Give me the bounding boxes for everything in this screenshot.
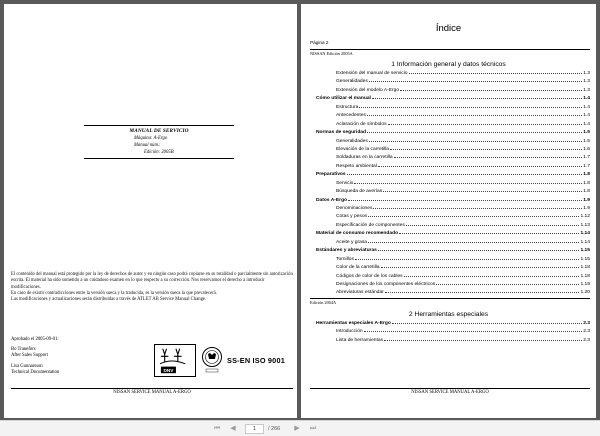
toc-entry-page: 1.15: [580, 248, 590, 254]
toc-entry[interactable]: [316, 230, 590, 238]
section-heading: 1 Información general y datos técnicos: [391, 61, 506, 68]
toc-entry[interactable]: [316, 146, 590, 154]
toc-entry-page: 1.8: [583, 189, 590, 195]
toc-entry-label: Datos A-Ergo: [316, 197, 348, 203]
toc-entry-page: 2.3: [583, 329, 590, 335]
signer-name: Bo Tranefors: [11, 347, 36, 353]
toc-entry[interactable]: [316, 205, 590, 213]
toc-leader-dots: [381, 267, 580, 268]
toc-entry-page: 1.8: [583, 172, 590, 178]
toc-leader-dots: [385, 292, 580, 293]
toc-leader-dots: [388, 124, 583, 125]
toc-entry[interactable]: [316, 121, 590, 129]
table-of-contents-section-1: [316, 70, 590, 298]
page-label: Página 2: [310, 40, 329, 45]
toc-leader-dots: [392, 323, 582, 324]
edition-label: NISSAN Edición 2005A: [310, 49, 590, 56]
previous-page-icon[interactable]: ◀: [230, 425, 236, 432]
toc-entry-page: 1.14: [580, 239, 590, 245]
toc-entry[interactable]: [316, 188, 590, 196]
section-heading: 2 Herramientas especiales: [408, 311, 489, 318]
toc-entry-page: 1.7: [583, 163, 590, 169]
toc-entry-page: 1.3: [583, 79, 590, 85]
manual-title-block: [84, 125, 234, 159]
toc-leader-dots: [368, 216, 579, 217]
toc-entry[interactable]: [316, 222, 590, 230]
toc-leader-dots: [369, 141, 582, 142]
toc-entry-label: Respeto ambiental: [336, 163, 377, 169]
toc-leader-dots: [399, 233, 579, 234]
toc-entry[interactable]: [316, 154, 590, 162]
toc-entry[interactable]: [316, 87, 590, 95]
toc-entry-label: Estándares y abreviaturas: [316, 248, 377, 254]
toc-entry[interactable]: [316, 320, 590, 328]
toc-entry[interactable]: [316, 180, 590, 188]
toc-leader-dots: [367, 132, 582, 133]
edition-line: Edición: 2005B: [144, 150, 174, 155]
toc-entry-label: Normas de seguridad: [316, 130, 367, 136]
toc-entry[interactable]: [316, 281, 590, 289]
toc-leader-dots: [369, 81, 582, 82]
toc-leader-dots: [436, 284, 579, 285]
manual-title: MANUAL DE SERVICIO: [129, 128, 189, 134]
toc-entry-label: Cotas y pesos: [336, 214, 367, 220]
notice-paragraph: En caso de existir contradicciones entre la versión sueca y la traducida, es la versión sueca la que prevalecerá.: [11, 290, 217, 296]
toc-entry-label: Herramientas especiales A-Ergo: [316, 321, 391, 326]
toc-leader-dots: [355, 259, 580, 260]
toc-leader-dots: [359, 107, 582, 108]
toc-entry-label: Color de la carretilla: [336, 265, 380, 271]
toc-leader-dots: [383, 191, 582, 192]
toc-entry-page: 1.9: [583, 206, 590, 211]
toc-entry-label: Preparativos: [316, 172, 346, 178]
toc-entry-label: Aclaración de símbolos: [336, 121, 387, 127]
title-rule: [84, 158, 234, 159]
toc-entry[interactable]: [316, 70, 590, 78]
left-page: [4, 4, 297, 418]
toc-entry-page: 1.6: [583, 146, 590, 152]
approval-block: [11, 337, 59, 376]
toc-leader-dots: [390, 149, 582, 150]
toc-entry[interactable]: [316, 289, 590, 297]
toc-entry-label: Aceite y grasa: [336, 239, 367, 245]
toc-entry[interactable]: [316, 273, 590, 281]
toc-leader-dots: [373, 208, 582, 209]
approved-date: Aprobado el 2005-09-01:: [11, 337, 59, 342]
toc-entry-page: 1.9: [583, 197, 590, 203]
toc-entry-label: Antecedentes: [336, 113, 366, 119]
toc-entry-page: 1.4: [583, 104, 590, 110]
toc-entry-page: 1.12: [580, 214, 590, 220]
toc-entry[interactable]: [316, 95, 590, 103]
toc-leader-dots: [400, 90, 582, 91]
copyright-notice: [11, 272, 293, 303]
toc-entry[interactable]: [316, 112, 590, 120]
last-page-icon[interactable]: ⏭: [309, 425, 317, 432]
toc-entry-page: 1.20: [580, 290, 590, 296]
signer-role: Technical Documentation: [11, 369, 60, 375]
toc-entry-label: Designaciones de los componentes eléctricos: [336, 281, 436, 287]
toc-entry-label: Abreviaturas estándar: [336, 290, 384, 296]
index-title: Índice: [435, 23, 462, 34]
toc-leader-dots: [367, 115, 582, 116]
toc-entry[interactable]: [316, 171, 590, 179]
notice-paragraph: Las modificaciones y actualizaciones serán distribuidas a través de ATLET AB Service Manual Change.: [11, 297, 207, 303]
toc-entry-label: Extensión del modelo A-Ergo: [336, 87, 400, 93]
toc-leader-dots: [384, 340, 582, 341]
toc-entry-label: Material de consumo recomendado: [316, 231, 399, 237]
signer-name: Lisa Gunnarsson: [11, 363, 43, 369]
toc-entry-label: Cómo utilizar el manual: [316, 96, 371, 102]
notice-paragraph: El contenido del manual está protegido por la ley de derechos de autor y en ningún caso podrá copiarse en su totalidad o parcialmente sin autorización escrita. El material ha sido sometido a un cuidadoso examen en lo que respecto a su corrección. Nos reservamos el derecho a introducir modificaciones.: [11, 272, 293, 290]
toc-entry-label: Lista de herramientas: [336, 337, 384, 343]
toc-entry-page: 1.4: [583, 121, 590, 127]
toc-entry[interactable]: [316, 129, 590, 137]
toc-leader-dots: [378, 250, 580, 251]
toc-entry-label: Tornillos: [336, 256, 354, 262]
toc-entry-label: Extensión del manual de servicio: [336, 71, 408, 76]
toc-entry[interactable]: [316, 239, 590, 247]
toc-entry-label: Generalidades: [336, 138, 368, 144]
toc-entry-page: 1.3: [583, 87, 590, 93]
total-pages: / 266: [268, 426, 281, 432]
toc-entry-label: Códigos de color de los cables: [336, 273, 403, 279]
toc-leader-dots: [347, 174, 583, 175]
toc-entry[interactable]: [316, 337, 590, 345]
first-page-icon[interactable]: ⏮: [213, 425, 221, 432]
toc-entry-label: Soldaduras en la carretilla: [336, 155, 393, 161]
toc-leader-dots: [364, 331, 583, 332]
toc-entry-label: Elevación de la carretilla: [336, 146, 390, 152]
toc-entry[interactable]: [316, 163, 590, 171]
page-number-input[interactable]: 1: [245, 424, 264, 434]
toc-entry-page: 1.4: [583, 96, 590, 102]
toc-entry-label: Servicio: [336, 180, 354, 186]
toc-entry-page: 1.7: [583, 155, 590, 161]
toc-entry-label: Especificación de componentes: [336, 222, 405, 228]
next-page-icon[interactable]: ▶: [294, 425, 300, 432]
toc-leader-dots: [348, 200, 582, 201]
toc-entry-page: 1.4: [583, 113, 590, 119]
toc-entry[interactable]: [316, 197, 590, 205]
toc-leader-dots: [404, 276, 580, 277]
toc-entry-label: Introducción: [336, 329, 363, 335]
manual-number-line: Manual núm.:: [134, 143, 161, 148]
toc-entry-page: 1.8: [583, 180, 590, 186]
signer-role: After Sales Support: [11, 353, 48, 359]
toc-entry-page: 1.18: [580, 273, 590, 279]
toc-leader-dots: [394, 157, 583, 158]
machine-line: Máquina: A-Ergo: [134, 136, 168, 141]
toc-entry-page: 1.13: [580, 222, 590, 228]
toc-entry-label: Estructura: [336, 104, 359, 110]
toc-entry[interactable]: [316, 328, 590, 336]
toc-entry-page: 2.3: [583, 321, 590, 326]
toc-entry-label: Búsqueda de averías: [336, 189, 383, 195]
toc-leader-dots: [354, 183, 582, 184]
toc-entry-page: 1.18: [580, 265, 590, 271]
toc-entry-label: Generalidades: [336, 79, 368, 85]
toc-leader-dots: [368, 242, 579, 243]
swedac-seal-icon: [201, 346, 223, 374]
toc-entry-page: 1.14: [580, 231, 590, 237]
page-footer: NISSAN SERVICE MANUAL A-ERGO: [11, 388, 293, 395]
toc-leader-dots: [409, 73, 583, 74]
toc-entry[interactable]: [316, 78, 590, 86]
toc-leader-dots: [406, 225, 580, 226]
toc-entry[interactable]: [316, 138, 590, 146]
toc-entry-page: 2.3: [583, 337, 590, 343]
toc-entry[interactable]: [316, 104, 590, 112]
page-footer: NISSAN SERVICE MANUAL A-ERGO: [310, 388, 590, 395]
edition-label: Edición 2004A: [310, 298, 590, 305]
pdf-viewer-toolbar: [0, 420, 600, 436]
toc-entry[interactable]: [316, 213, 590, 221]
toc-entry[interactable]: [316, 247, 590, 255]
toc-entry-page: 1.19: [580, 281, 590, 287]
dnv-logo-icon: [154, 344, 196, 377]
toc-entry-page: 1.5: [583, 138, 590, 144]
right-page: [301, 4, 596, 418]
toc-entry[interactable]: [316, 256, 590, 264]
toc-entry-page: 1.3: [583, 71, 590, 76]
svg-text:DNV: DNV: [163, 368, 174, 374]
toc-entry[interactable]: [316, 264, 590, 272]
toc-entry-page: 1.5: [583, 130, 590, 136]
toc-entry-label: Denominaciones: [336, 206, 373, 211]
table-of-contents-section-2: [316, 320, 590, 345]
toc-leader-dots: [378, 166, 582, 167]
toc-entry-page: 1.15: [580, 256, 590, 262]
toc-leader-dots: [372, 98, 582, 99]
certification-block: [154, 344, 294, 377]
iso-certification-label: SS-EN ISO 9001: [227, 356, 285, 365]
